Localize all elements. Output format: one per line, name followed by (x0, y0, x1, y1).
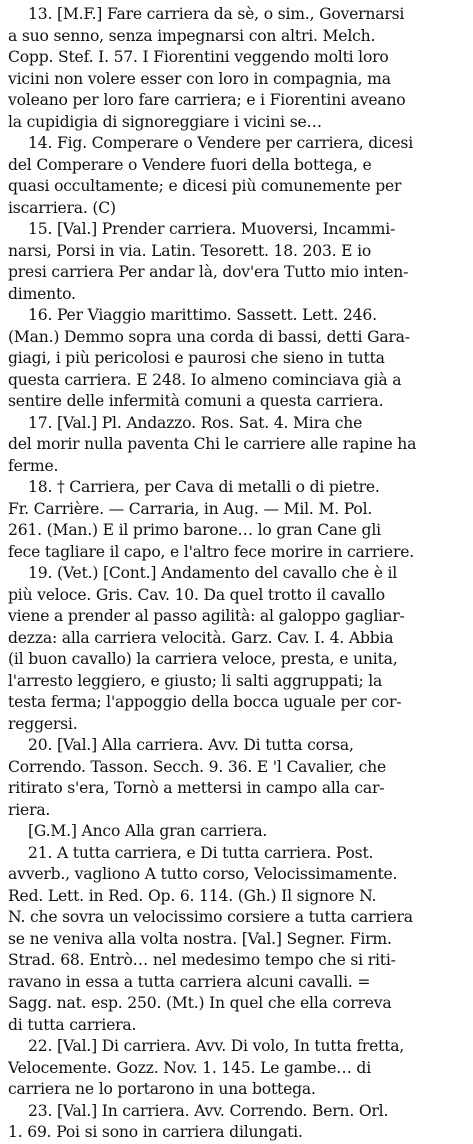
text-line: del Comperare o Vendere fuori della bottega, e (8, 155, 372, 174)
text-line: l'arresto leggiero, e giusto; li salti aggruppati; la (8, 671, 383, 690)
text-line: quasi occultamente; e dicesi più comunemente per (8, 177, 402, 195)
text-line: (il buon cavallo) la carriera veloce, presta, e unita, (8, 650, 398, 668)
text-line: dimento. (8, 284, 76, 303)
text-line: testa ferma; l'appoggio della bocca uguale per cor- (8, 693, 402, 711)
text-line: iscarriera. (C) (8, 198, 116, 217)
text-line: Red. Lett. in Red. Op. 6. 114. (Gh.) Il signore N. (8, 886, 377, 905)
text-line: 13. [M.F.] Fare carriera da sè, o sim., Governarsi (28, 5, 405, 23)
text-line: 18. † Carriera, per Cava di metalli o di pietre. (28, 478, 380, 496)
text-line: vicini non volere esser con loro in compagnia, ma (8, 69, 391, 88)
text-line: (Man.) Demmo sopra una corda di bassi, detti Gara- (8, 327, 410, 346)
text-line: 23. [Val.] In carriera. Avv. Correndo. Bern. Orl. (28, 1101, 389, 1120)
text-line: 19. (Vet.) [Cont.] Andamento del cavallo che è il (28, 564, 398, 582)
text-line: 22. [Val.] Di carriera. Avv. Di volo, In tutta fretta, (28, 1037, 405, 1055)
text-line: Fr. Carrière. — Carraria, in Aug. — Mil. M. Pol. (8, 499, 373, 518)
text-line: riera. (8, 800, 51, 819)
text-line: giagi, i più pericolosi e paurosi che sieno in tutta (8, 349, 385, 367)
text-line: viene a prender al passo agilità: al galoppo gagliar- (8, 607, 405, 625)
text-line: Correndo. Tasson. Secch. 9. 36. E 'l Cavalier, che (8, 757, 387, 776)
text-line: sentire delle infermità comuni a questa carriera. (8, 392, 384, 410)
text-line: se ne veniva alla volta nostra. [Val.] Segner. Firm. (8, 929, 392, 948)
text-line: più veloce. Gris. Cav. 10. Da quel trotto il cavallo (8, 585, 385, 604)
text-line: 14. Fig. Comperare o Vendere per carriera, dicesi (28, 134, 414, 152)
text-line: ravano in essa a tutta carriera alcuni cavalli. = (8, 972, 371, 991)
text-line: ferme. (8, 456, 59, 475)
text-line: N. che sovra un velocissimo corsiere a tutta carriera (8, 908, 413, 926)
text-line: 20. [Val.] Alla carriera. Avv. Di tutta corsa, (28, 736, 354, 754)
text-line: questa carriera. E 248. Io almeno cominciava già a (8, 370, 402, 389)
text-line: ritirato s'era, Tornò a mettersi in campo alla car- (8, 779, 385, 797)
text-line: presi carriera Per andar là, dov'era Tutto mio inten- (8, 263, 409, 281)
text-line: 17. [Val.] Pl. Andazzo. Ros. Sat. 4. Mira che (28, 413, 363, 432)
text-line: narsi, Porsi in via. Latin. Tesorett. 18. 203. E io (8, 241, 372, 260)
text-line: a suo senno, senza impegnarsi con altri. Melch. (8, 26, 376, 45)
text-line: 21. A tutta carriera, e Di tutta carriera. Post. (28, 843, 374, 862)
text-line: 1. 69. Poi si sono in carriera dilungati. (8, 1123, 303, 1141)
text-line: 16. Per Viaggio marittimo. Sassett. Lett. 246. (28, 306, 377, 324)
text-line: 261. (Man.) E il primo barone… lo gran Cane gli (8, 521, 381, 539)
text-line: reggersi. (8, 714, 78, 733)
text-line: Sagg. nat. esp. 250. (Mt.) In quel che ella correva (8, 994, 392, 1012)
text-line: del morir nulla paventa Chi le carriere alle rapine ha (8, 435, 417, 453)
text-line: dezza: alla carriera velocità. Garz. Cav. I. 4. Abbia (8, 628, 394, 647)
text-line: avverb., vagliono A tutto corso, Velocissimamente. (8, 865, 398, 883)
text-line: [G.M.] Anco Alla gran carriera. (28, 822, 268, 840)
text-line: carriera ne lo portarono in una bottega. (8, 1080, 316, 1098)
text-line: di tutta carriera. (8, 1015, 137, 1034)
text-line: Copp. Stef. I. 57. I Fiorentini veggendo molti loro (8, 48, 389, 66)
text-line: la cupidigia di signoreggiare i vicini se… (8, 112, 322, 131)
text-line: Strad. 68. Entrò… nel medesimo tempo che si riti- (8, 951, 396, 969)
text-line: fece tagliare il capo, e l'altro fece morire in carriere. (8, 542, 414, 561)
text-line: voleano per loro fare carriera; e i Fiorentini aveano (8, 91, 406, 109)
text-line: Velocemente. Gozz. Nov. 1. 145. Le gambe… di (8, 1058, 372, 1077)
text-line: 15. [Val.] Prender carriera. Muoversi, Incammi- (28, 220, 396, 238)
